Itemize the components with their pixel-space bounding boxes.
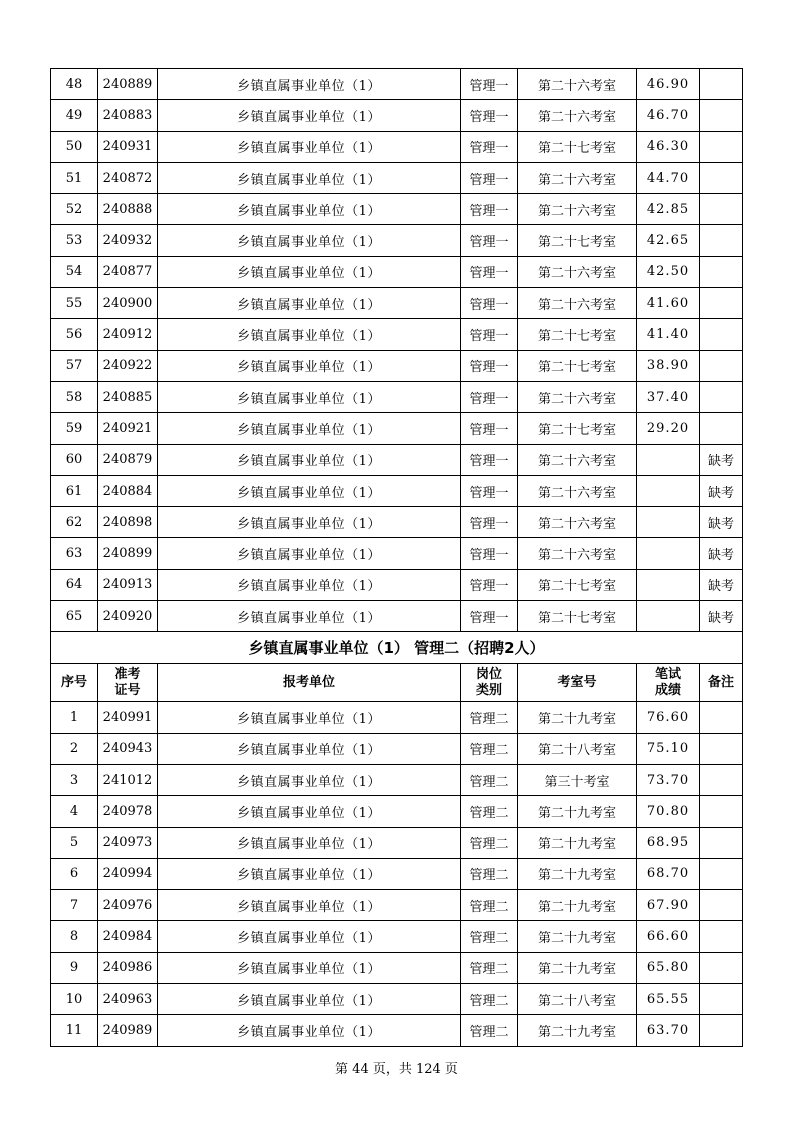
cell-exam-id: 240976 (98, 890, 158, 921)
cell-exam-id: 240899 (98, 538, 158, 569)
cell-seq: 4 (51, 796, 98, 827)
cell-score (637, 569, 700, 600)
cell-unit: 乡镇直属事业单位（1） (158, 827, 461, 858)
cell-post-type: 管理二 (461, 984, 518, 1015)
cell-seq: 63 (51, 538, 98, 569)
cell-post-type: 管理二 (461, 764, 518, 795)
cell-exam-id: 240877 (98, 256, 158, 287)
cell-room: 第二十六考室 (518, 256, 637, 287)
cell-score: 37.40 (637, 381, 700, 412)
cell-post-type: 管理二 (461, 827, 518, 858)
cell-seq: 64 (51, 569, 98, 600)
column-header-row (51, 664, 743, 702)
cell-unit: 乡镇直属事业单位（1） (158, 131, 461, 162)
cell-note (700, 764, 743, 795)
table-row (51, 162, 743, 193)
cell-seq: 53 (51, 225, 98, 256)
cell-exam-id: 240883 (98, 100, 158, 131)
cell-post-type: 管理一 (461, 507, 518, 538)
cell-seq: 56 (51, 319, 98, 350)
cell-seq: 54 (51, 256, 98, 287)
header-exam-id (98, 664, 158, 702)
cell-unit: 乡镇直属事业单位（1） (158, 381, 461, 412)
cell-score: 41.60 (637, 288, 700, 319)
cell-room: 第二十六考室 (518, 475, 637, 506)
cell-exam-id: 240994 (98, 858, 158, 889)
cell-seq: 7 (51, 890, 98, 921)
cell-note (700, 194, 743, 225)
cell-exam-id: 240932 (98, 225, 158, 256)
table-row (51, 952, 743, 983)
cell-seq: 6 (51, 858, 98, 889)
cell-note: 缺考 (700, 475, 743, 506)
cell-score (637, 601, 700, 632)
cell-room: 第二十七考室 (518, 350, 637, 381)
cell-seq: 60 (51, 444, 98, 475)
section-title-row (51, 632, 743, 664)
cell-note: 缺考 (700, 444, 743, 475)
cell-post-type: 管理一 (461, 319, 518, 350)
cell-unit: 乡镇直属事业单位（1） (158, 507, 461, 538)
cell-score: 73.70 (637, 764, 700, 795)
table-row (51, 702, 743, 733)
cell-seq: 48 (51, 69, 98, 100)
cell-exam-id: 240913 (98, 569, 158, 600)
header-seq: 序号 (51, 664, 98, 702)
cell-exam-id: 240898 (98, 507, 158, 538)
table-row (51, 350, 743, 381)
cell-post-type: 管理一 (461, 131, 518, 162)
cell-unit: 乡镇直属事业单位（1） (158, 702, 461, 733)
cell-room: 第二十六考室 (518, 444, 637, 475)
cell-note (700, 350, 743, 381)
cell-unit: 乡镇直属事业单位（1） (158, 569, 461, 600)
cell-score: 44.70 (637, 162, 700, 193)
cell-unit: 乡镇直属事业单位（1） (158, 162, 461, 193)
cell-score: 70.80 (637, 796, 700, 827)
cell-note (700, 256, 743, 287)
cell-exam-id: 240986 (98, 952, 158, 983)
cell-exam-id: 240931 (98, 131, 158, 162)
cell-exam-id: 240978 (98, 796, 158, 827)
cell-seq: 65 (51, 601, 98, 632)
cell-seq: 62 (51, 507, 98, 538)
cell-exam-id: 240922 (98, 350, 158, 381)
table-row (51, 288, 743, 319)
table-row (51, 538, 743, 569)
cell-room: 第二十六考室 (518, 69, 637, 100)
cell-post-type: 管理一 (461, 100, 518, 131)
cell-note (700, 100, 743, 131)
cell-post-type: 管理一 (461, 413, 518, 444)
cell-exam-id: 240872 (98, 162, 158, 193)
header-note: 备注 (700, 664, 743, 702)
cell-note (700, 858, 743, 889)
cell-room: 第二十七考室 (518, 601, 637, 632)
cell-room: 第二十六考室 (518, 288, 637, 319)
cell-room: 第二十九考室 (518, 921, 637, 952)
table-row (51, 921, 743, 952)
cell-score: 66.60 (637, 921, 700, 952)
cell-seq: 52 (51, 194, 98, 225)
cell-room: 第二十八考室 (518, 733, 637, 764)
cell-post-type: 管理二 (461, 858, 518, 889)
cell-unit: 乡镇直属事业单位（1） (158, 413, 461, 444)
cell-seq: 11 (51, 1015, 98, 1046)
table-section-header (51, 632, 743, 702)
cell-post-type: 管理一 (461, 69, 518, 100)
cell-score: 46.30 (637, 131, 700, 162)
table-row (51, 1015, 743, 1046)
table-row (51, 475, 743, 506)
cell-room: 第二十七考室 (518, 413, 637, 444)
cell-room: 第二十七考室 (518, 225, 637, 256)
cell-score: 68.70 (637, 858, 700, 889)
cell-exam-id: 240900 (98, 288, 158, 319)
header-post-type (461, 664, 518, 702)
cell-exam-id: 240879 (98, 444, 158, 475)
cell-exam-id: 240884 (98, 475, 158, 506)
cell-post-type: 管理一 (461, 162, 518, 193)
cell-post-type: 管理二 (461, 921, 518, 952)
cell-seq: 5 (51, 827, 98, 858)
header-score (637, 664, 700, 702)
table-row (51, 890, 743, 921)
cell-unit: 乡镇直属事业单位（1） (158, 319, 461, 350)
table-row (51, 858, 743, 889)
cell-unit: 乡镇直属事业单位（1） (158, 921, 461, 952)
cell-unit: 乡镇直属事业单位（1） (158, 1015, 461, 1046)
cell-unit: 乡镇直属事业单位（1） (158, 350, 461, 381)
cell-seq: 51 (51, 162, 98, 193)
cell-score: 46.70 (637, 100, 700, 131)
cell-note: 缺考 (700, 507, 743, 538)
cell-score: 38.90 (637, 350, 700, 381)
cell-exam-id: 240943 (98, 733, 158, 764)
table-row (51, 100, 743, 131)
table-row (51, 827, 743, 858)
cell-note: 缺考 (700, 601, 743, 632)
cell-unit: 乡镇直属事业单位（1） (158, 100, 461, 131)
cell-unit: 乡镇直属事业单位（1） (158, 225, 461, 256)
cell-post-type: 管理一 (461, 256, 518, 287)
cell-score: 63.70 (637, 1015, 700, 1046)
cell-unit: 乡镇直属事业单位（1） (158, 984, 461, 1015)
cell-room: 第二十七考室 (518, 569, 637, 600)
cell-seq: 61 (51, 475, 98, 506)
header-unit: 报考单位 (158, 664, 461, 702)
cell-post-type: 管理二 (461, 702, 518, 733)
table-row (51, 381, 743, 412)
table-row (51, 69, 743, 100)
table-row (51, 413, 743, 444)
cell-note (700, 381, 743, 412)
cell-score: 42.50 (637, 256, 700, 287)
table-row (51, 796, 743, 827)
cell-score (637, 444, 700, 475)
cell-score: 76.60 (637, 702, 700, 733)
table-row (51, 319, 743, 350)
cell-note (700, 319, 743, 350)
cell-note (700, 921, 743, 952)
table-row (51, 764, 743, 795)
cell-room: 第二十六考室 (518, 507, 637, 538)
cell-room: 第二十九考室 (518, 858, 637, 889)
cell-room: 第二十七考室 (518, 131, 637, 162)
cell-post-type: 管理一 (461, 350, 518, 381)
cell-post-type: 管理一 (461, 381, 518, 412)
cell-room: 第二十九考室 (518, 796, 637, 827)
cell-post-type: 管理一 (461, 444, 518, 475)
cell-room: 第二十六考室 (518, 538, 637, 569)
cell-exam-id: 240889 (98, 69, 158, 100)
cell-exam-id: 240991 (98, 702, 158, 733)
cell-unit: 乡镇直属事业单位（1） (158, 69, 461, 100)
cell-note (700, 288, 743, 319)
cell-seq: 2 (51, 733, 98, 764)
cell-exam-id: 240912 (98, 319, 158, 350)
cell-seq: 58 (51, 381, 98, 412)
cell-room: 第二十六考室 (518, 162, 637, 193)
cell-note (700, 952, 743, 983)
cell-unit: 乡镇直属事业单位（1） (158, 952, 461, 983)
cell-note (700, 733, 743, 764)
cell-unit: 乡镇直属事业单位（1） (158, 256, 461, 287)
cell-note: 缺考 (700, 569, 743, 600)
cell-post-type: 管理一 (461, 225, 518, 256)
cell-seq: 8 (51, 921, 98, 952)
table-row (51, 733, 743, 764)
cell-unit: 乡镇直属事业单位（1） (158, 733, 461, 764)
table-row (51, 444, 743, 475)
cell-score: 67.90 (637, 890, 700, 921)
header-exam-id-line2: 证号 (114, 682, 141, 698)
cell-note (700, 1015, 743, 1046)
cell-score (637, 538, 700, 569)
results-table (50, 68, 743, 1047)
cell-room: 第二十八考室 (518, 984, 637, 1015)
cell-unit: 乡镇直属事业单位（1） (158, 601, 461, 632)
cell-exam-id: 240921 (98, 413, 158, 444)
header-post-line2: 类别 (475, 682, 502, 698)
cell-note (700, 225, 743, 256)
cell-room: 第二十九考室 (518, 890, 637, 921)
table-row (51, 131, 743, 162)
cell-score: 75.10 (637, 733, 700, 764)
cell-unit: 乡镇直属事业单位（1） (158, 194, 461, 225)
cell-score: 65.55 (637, 984, 700, 1015)
header-score-line2: 成绩 (654, 682, 681, 698)
cell-room: 第二十六考室 (518, 194, 637, 225)
table-row (51, 194, 743, 225)
table-body-section-2 (51, 702, 743, 1046)
cell-post-type: 管理一 (461, 538, 518, 569)
cell-seq: 50 (51, 131, 98, 162)
table-row (51, 984, 743, 1015)
table-row (51, 569, 743, 600)
cell-seq: 10 (51, 984, 98, 1015)
cell-room: 第二十六考室 (518, 381, 637, 412)
cell-score (637, 475, 700, 506)
section-title: 乡镇直属事业单位（1） 管理二（招聘2人） (51, 632, 743, 664)
cell-score: 46.90 (637, 69, 700, 100)
cell-room: 第三十考室 (518, 764, 637, 795)
cell-exam-id: 241012 (98, 764, 158, 795)
header-score-line1: 笔试 (654, 666, 681, 682)
cell-exam-id: 240989 (98, 1015, 158, 1046)
cell-score: 41.40 (637, 319, 700, 350)
cell-score: 42.65 (637, 225, 700, 256)
cell-room: 第二十六考室 (518, 100, 637, 131)
cell-room: 第二十九考室 (518, 702, 637, 733)
cell-note (700, 890, 743, 921)
header-exam-id-line1: 准考 (114, 666, 141, 682)
cell-room: 第二十九考室 (518, 827, 637, 858)
cell-post-type: 管理一 (461, 601, 518, 632)
cell-post-type: 管理二 (461, 890, 518, 921)
cell-unit: 乡镇直属事业单位（1） (158, 890, 461, 921)
cell-post-type: 管理一 (461, 194, 518, 225)
table-row (51, 225, 743, 256)
cell-post-type: 管理二 (461, 952, 518, 983)
cell-seq: 1 (51, 702, 98, 733)
cell-note (700, 796, 743, 827)
cell-unit: 乡镇直属事业单位（1） (158, 475, 461, 506)
cell-post-type: 管理二 (461, 733, 518, 764)
cell-note (700, 413, 743, 444)
page-footer: 第 44 页，共 124 页 (335, 1062, 458, 1077)
cell-room: 第二十九考室 (518, 952, 637, 983)
cell-post-type: 管理二 (461, 796, 518, 827)
cell-exam-id: 240885 (98, 381, 158, 412)
cell-seq: 57 (51, 350, 98, 381)
cell-unit: 乡镇直属事业单位（1） (158, 538, 461, 569)
cell-post-type: 管理二 (461, 1015, 518, 1046)
table-row (51, 256, 743, 287)
cell-score: 68.95 (637, 827, 700, 858)
cell-note (700, 131, 743, 162)
cell-post-type: 管理一 (461, 475, 518, 506)
cell-unit: 乡镇直属事业单位（1） (158, 796, 461, 827)
cell-score (637, 507, 700, 538)
cell-note (700, 162, 743, 193)
cell-exam-id: 240984 (98, 921, 158, 952)
cell-seq: 59 (51, 413, 98, 444)
cell-seq: 3 (51, 764, 98, 795)
cell-note (700, 702, 743, 733)
cell-note (700, 827, 743, 858)
header-post-line1: 岗位 (475, 666, 502, 682)
cell-seq: 9 (51, 952, 98, 983)
cell-exam-id: 240973 (98, 827, 158, 858)
cell-score: 42.85 (637, 194, 700, 225)
cell-room: 第二十七考室 (518, 319, 637, 350)
cell-exam-id: 240888 (98, 194, 158, 225)
cell-note (700, 984, 743, 1015)
table-body-section-1 (51, 69, 743, 632)
table-row (51, 507, 743, 538)
cell-unit: 乡镇直属事业单位（1） (158, 764, 461, 795)
cell-post-type: 管理一 (461, 569, 518, 600)
cell-room: 第二十九考室 (518, 1015, 637, 1046)
cell-score: 65.80 (637, 952, 700, 983)
cell-seq: 55 (51, 288, 98, 319)
header-room: 考室号 (518, 664, 637, 702)
cell-score: 29.20 (637, 413, 700, 444)
cell-unit: 乡镇直属事业单位（1） (158, 288, 461, 319)
table-row (51, 601, 743, 632)
cell-note: 缺考 (700, 538, 743, 569)
cell-exam-id: 240963 (98, 984, 158, 1015)
cell-note (700, 69, 743, 100)
cell-post-type: 管理一 (461, 288, 518, 319)
cell-unit: 乡镇直属事业单位（1） (158, 858, 461, 889)
cell-unit: 乡镇直属事业单位（1） (158, 444, 461, 475)
cell-seq: 49 (51, 100, 98, 131)
cell-exam-id: 240920 (98, 601, 158, 632)
